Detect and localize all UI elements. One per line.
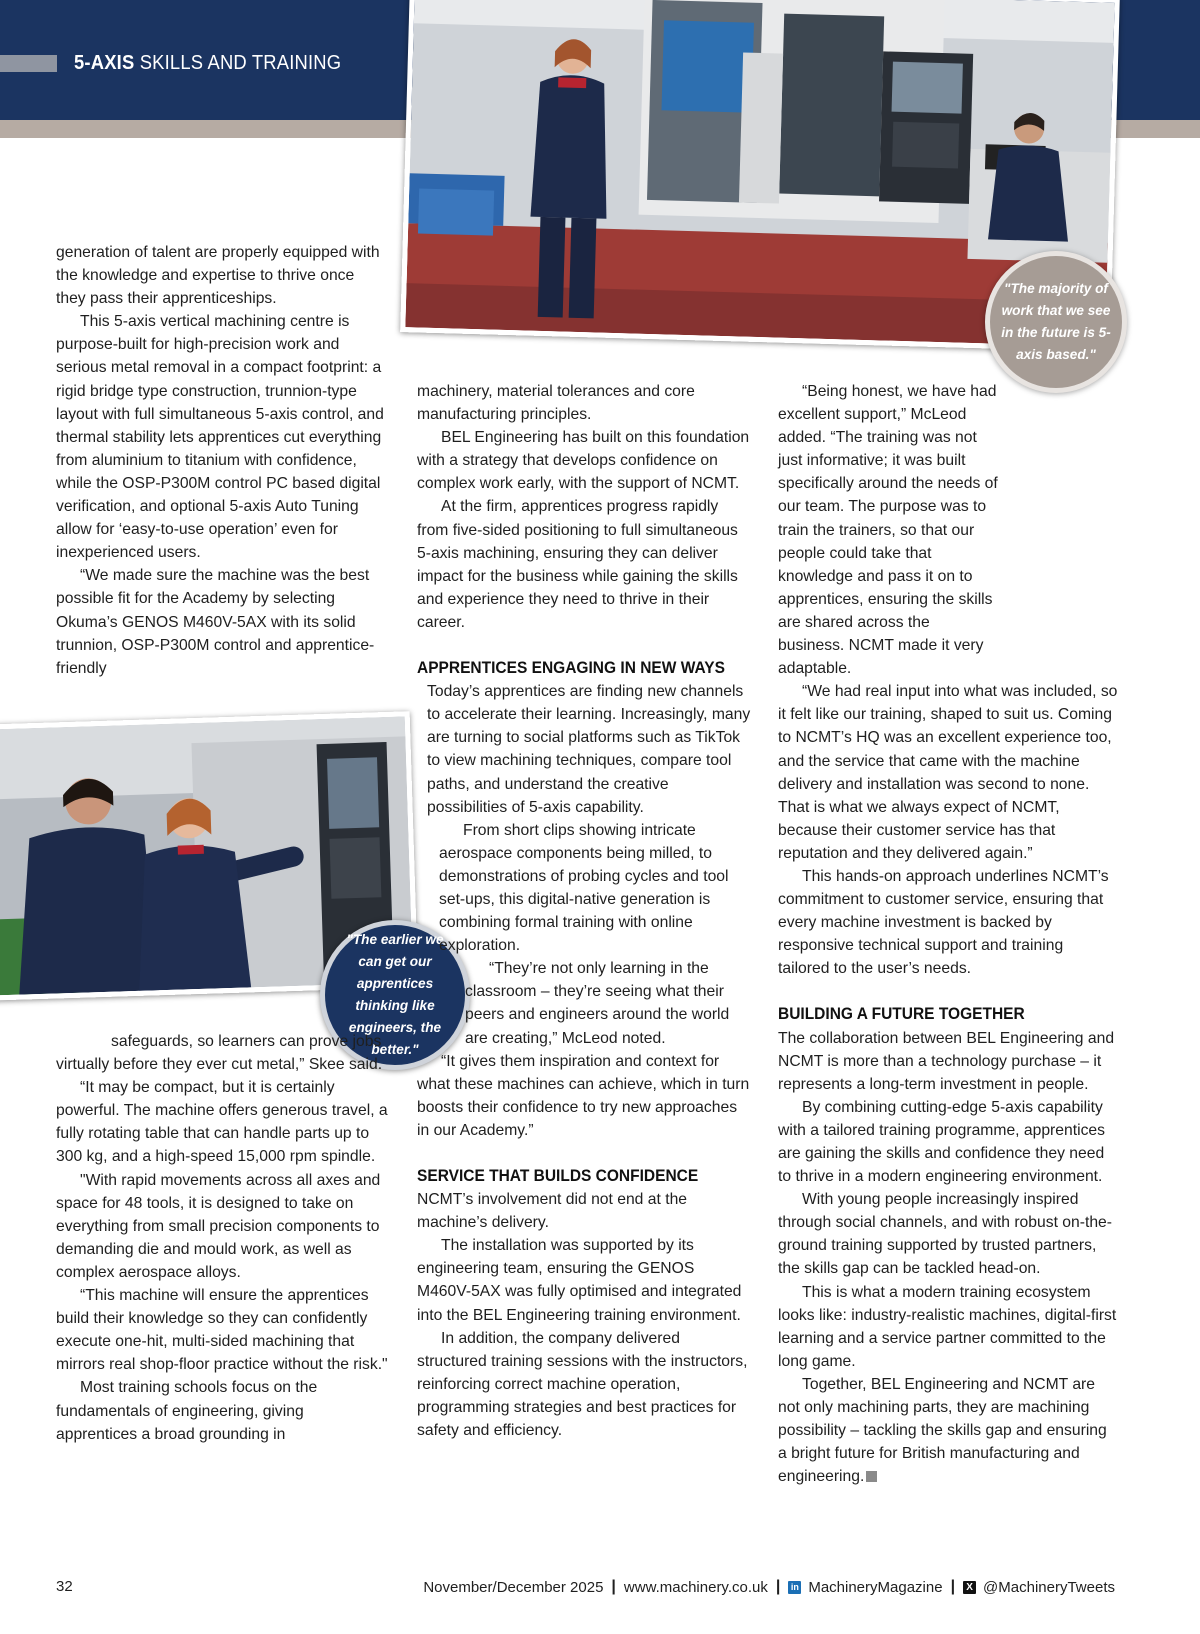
col3-paragraph-2: “We had real input into what was included, so it felt like our training, shaped to suit us. Coming to NCMT’s HQ was an excellent experience too, and the service that came with the machine delivery and installation was second to none. That is what we always expect of NCMT, because their customer service has that reputation and they delivered again.” [778,683,1118,862]
col1-paragraph-2: This 5-axis vertical machining centre is purpose-built for high-precision work and serious metal removal in a compact footprint: a rigid bridge type construction, trunnion-type layout with full simultaneous 5-axis control, and thermal stability lets apprentices cut everything from aluminium to titanium with confidence, while the OSP-P300M control PC based digital verification, and optional 5-axis Auto Tuning allow for ‘easy-to-use operation’ even for inexperienced users. [56,313,384,562]
col3-paragraph-1: “Being honest, we have had excellent support,” McLeod added. “The training was not just informative; it was built specifically around the needs of our team. The purpose was to train the trainers, so that our people could take that knowledge and pass it on to apprentices, ensuring the skills are shared across the business. NCMT made it very adaptable. [778,383,998,678]
col1-paragraph-6: "With rapid movements across all axes and space for 48 tools, it is designed to take on everything from small precision components to demanding die and mould work, as well as complex aerospace alloys. [56,1171,381,1281]
section-label [74,52,341,75]
col2-paragraph-9: The installation was supported by its engineering team, ensuring the GENOS M460V-5AX was fully optimised and integrated into the BEL Engineering training environment. [417,1237,742,1324]
column-1-top [56,241,388,680]
column-3 [778,380,1118,1488]
linkedin-icon: in [788,1581,801,1594]
section-label-bold: 5-AXIS [74,52,135,74]
col2-paragraph-10: In addition, the company delivered structured training sessions with the instructors, reinforcing correct machine operation, programming strategies and best practices for safety and efficiency. [417,1329,748,1440]
end-mark-icon [866,1471,877,1482]
page-number: 32 [56,1578,73,1595]
col2-paragraph-7: “It gives them inspiration and context for what these machines can achieve, which in turn boosts their confidence to try new approaches in our Academy.” [417,1052,750,1139]
col1-paragraph-1: generation of talent are properly equipped with the knowledge and expertise to thrive once they pass their apprenticeships. [56,244,380,308]
col2-paragraph-6: “They’re not only learning in the classroom – they’re seeing what their peers and engineers around the world are creating,” McLeod noted. [465,960,730,1047]
column-1-bottom [56,1030,388,1446]
col3-paragraph-3: This hands-on approach underlines NCMT’s commitment to customer service, ensuring that every machine investment is backed by responsive technical support and training tailored to the user’s needs. [778,867,1109,978]
column-2 [417,380,752,1442]
footer-website-link[interactable]: www.machinery.co.uk [623,1578,768,1596]
col2-paragraph-3: At the firm, apprentices progress rapidly from five-sided positioning to full simultaneous 5-axis machining, ensuring they can deliver impact for the business while gaining the skills and experience they need to thrive in their career. [417,498,738,631]
col2-paragraph-4: Today’s apprentices are finding new channels to accelerate their learning. Increasingly, many are turning to social platforms such as TikTok to view machining techniques, compare tool paths, and understand the creative possibilities of 5-axis capability. [427,683,751,816]
col2-paragraph-2: BEL Engineering has built on this foundation with a strategy that develops confidence on complex work early, with the support of NCMT. [417,429,750,493]
footer-divider: | [611,1578,616,1595]
col3-paragraph-7: This is what a modern training ecosystem looks like: industry-realistic machines, digital-first learning and a service partner committed to the long game. [778,1283,1117,1370]
footer-divider: | [775,1578,781,1595]
col3-heading-1: BUILDING A FUTURE TOGETHER [778,1005,1025,1024]
col1-paragraph-4: safeguards, so learners can prove jobs virtually before they ever cut metal,” Skee said. [56,1030,388,1076]
footer-issue: November/December 2025 [423,1578,604,1596]
col2-paragraph-1: machinery, material tolerances and core manufacturing principles. [417,383,695,424]
col3-paragraph-8: Together, BEL Engineering and NCMT are not only machining parts, they are machining possibility – tackling the skills gap and ensuring a bright future for British manufacturing and engineering. [778,1375,1107,1486]
footer-divider: | [950,1578,956,1595]
header-tab-marker [0,55,57,72]
col3-paragraph-6: With young people increasingly inspired through social channels, and with robust on-the-ground training supported by trusted partners, the skills gap can be tackled head-on. [778,1191,1112,1278]
col3-paragraph-5: By combining cutting-edge 5-axis capability with a tailored training programme, apprentices are gaining the skills and confidence they need to thrive in a modern engineering environment. [778,1098,1105,1186]
col2-paragraph-5: From short clips showing intricate aerospace components being milled, to demonstrations of probing cycles and tool set-ups, this digital-native generation is combining formal training with online exploration. [439,821,729,955]
col2-heading-2: SERVICE THAT BUILDS CONFIDENCE [417,1167,699,1185]
footer-linkedin-link[interactable]: MachineryMagazine [808,1578,943,1596]
col2-heading-1: APPRENTICES ENGAGING IN NEW WAYS [417,659,725,678]
pull-quote-top: "The majority of work that we see in the future is 5-axis based." [985,251,1127,393]
col3-paragraph-4: The collaboration between BEL Engineering and NCMT is more than a technology purchase – it represents a long-term investment in people. [778,1029,1115,1093]
col1-wrap-spacer [56,1030,111,1053]
col1-paragraph-5: “It may be compact, but it is certainly powerful. The machine offers generous travel, a fully rotating table that can handle parts up to 300 kg, and a high-speed 15,000 rpm spindle. [56,1079,388,1166]
col2-paragraph-8: NCMT’s involvement did not end at the machine’s delivery. [417,1191,688,1232]
col1-paragraph-3: “We made sure the machine was the best possible fit for the Academy by selecting Okuma’s GENOS M460V-5AX with its solid trunnion, OSP-P300M control and apprentice-friendly [56,567,375,677]
section-label-rest: SKILLS AND TRAINING [139,52,342,74]
col1-paragraph-8: Most training schools focus on the fundamentals of engineering, giving apprentices a broad grounding in [56,1379,318,1443]
footer-info [423,1578,1115,1596]
col1-paragraph-7: “This machine will ensure the apprentices build their knowledge so they can confidently execute one-hit, multi-sided machining that mirrors real shop-floor practice without the risk." [56,1287,388,1374]
footer-x-link[interactable]: @MachineryTweets [983,1578,1115,1596]
pull-quote-left: "The earlier we can get our apprentices thinking like engineers, the better." [320,920,470,1070]
x-twitter-icon: X [963,1581,976,1594]
